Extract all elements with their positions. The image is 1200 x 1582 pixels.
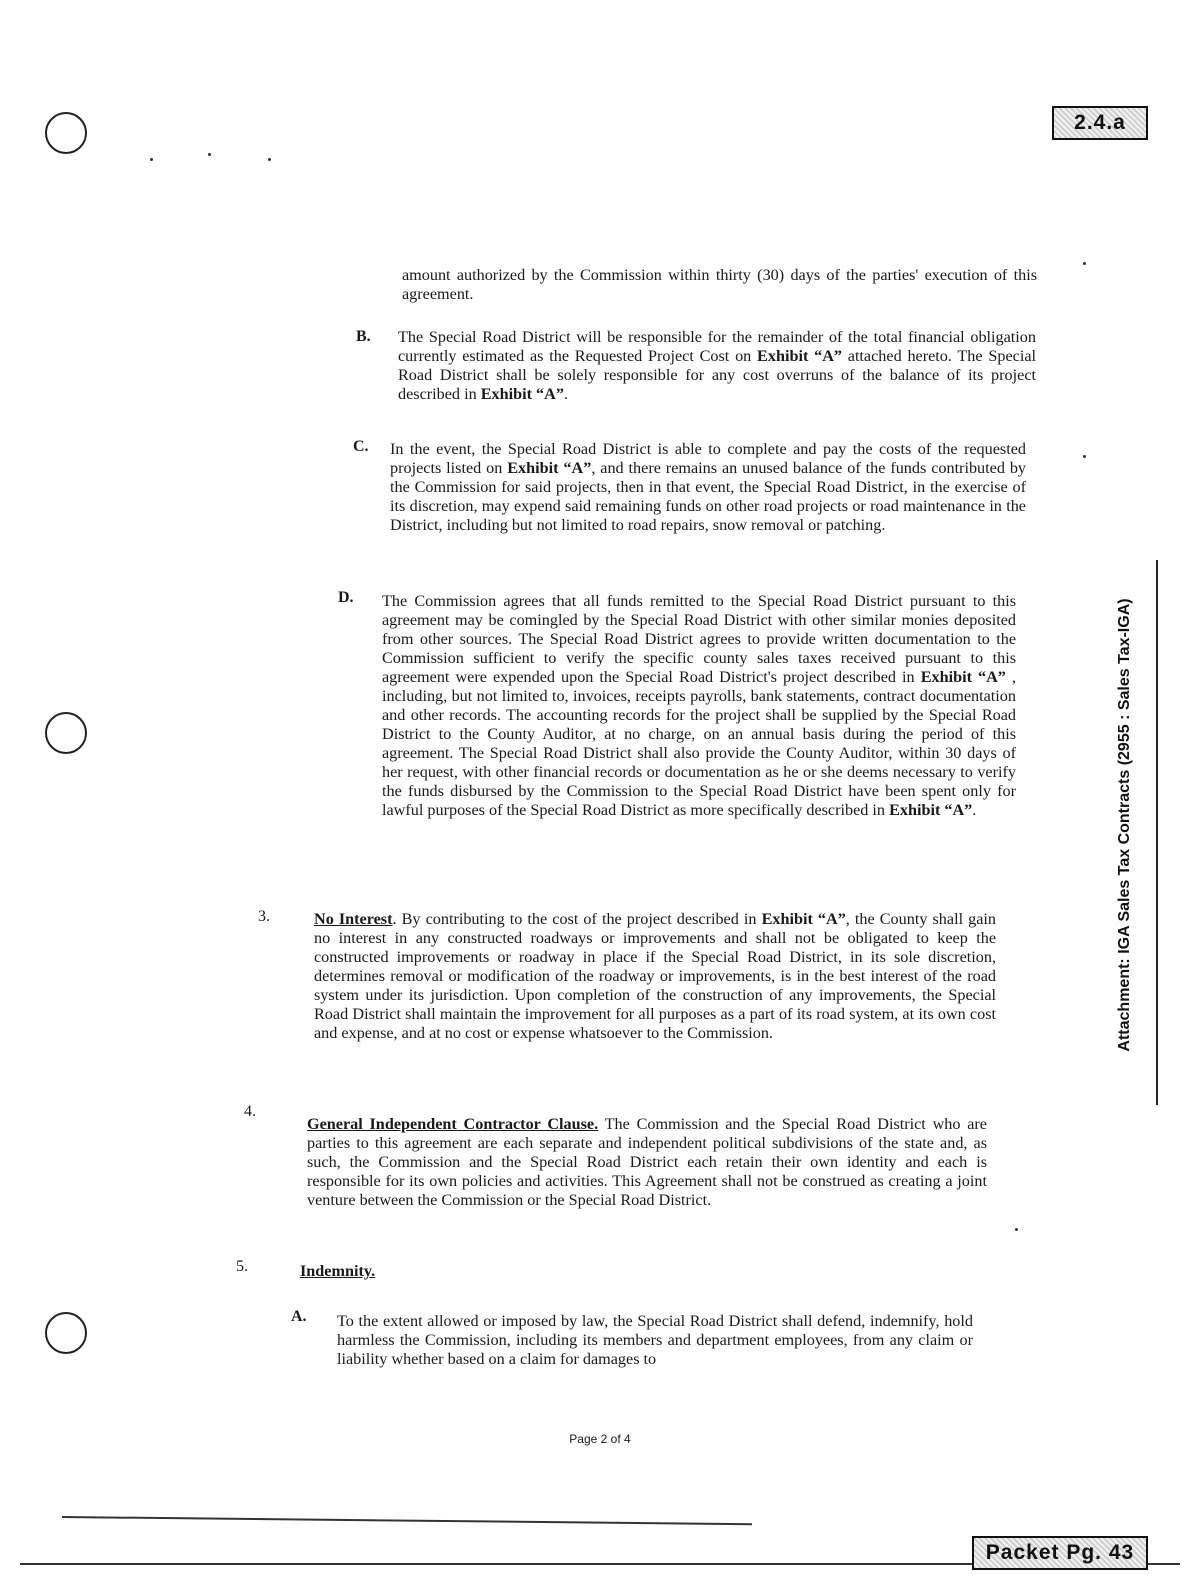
paragraph-text: The Special Road District will be responsible for the remainder of the total financial obligation currently estimated as the Requested Project Cost on Exhibit “A” attached hereto. The Special Road District shall be solely responsible for any cost overruns of the balance of its project described in Exhibit “A”. [398, 328, 1036, 403]
paragraph-continuation [402, 266, 1037, 304]
footer-rule [62, 1516, 752, 1525]
binder-hole [45, 712, 87, 754]
paragraph-b [398, 328, 1036, 404]
section-indemnity-heading [300, 1262, 600, 1281]
paragraph-text: The Commission agrees that all funds remitted to the Special Road District pursuant to this agreement may be comingled by the Special Road District with other similar monies deposited from other sources. The Special Road District agrees to provide written documentation to the Commission sufficient to verify the specific county sales taxes received pursuant to this agreement were expended upon the Special Road District's project described in Exhibit “A” , including, but not limited to, invoices, receipts payrolls, bank statements, contract documentation and other records. The accounting records for the project shall be supplied by the Special Road District to the County Auditor, at no charge, on an annual basis during the period of this agreement. The Special Road District shall also provide the County Auditor, within 30 days of her request, with other financial records or documentation as he or she deems necessary to verify the funds disbursed by the Commission to the Special Road District have been spent only for lawful purposes of the Special Road District as more specifically described in Exhibit “A”. [382, 592, 1016, 819]
subsection-label: B. [356, 328, 371, 345]
scan-speck [1015, 1228, 1018, 1231]
section-contractor-clause [307, 1115, 987, 1210]
subsection-label: A. [291, 1308, 307, 1325]
paragraph-c [390, 440, 1026, 535]
paragraph-d [382, 592, 1016, 820]
paragraph-text: amount authorized by the Commission within thirty (30) days of the parties' execution of this agreement. [402, 266, 1037, 303]
paragraph-text: In the event, the Special Road District is able to complete and pay the costs of the requested projects listed on Exhibit “A”, and there remains an unused balance of the funds contributed by the Commission for said projects, then in that event, the Special Road District, in the exercise of its discretion, may expend said remaining funds on other road projects or road maintenance in the District, including but not limited to road repairs, snow removal or patching. [390, 440, 1027, 534]
section-no-interest [314, 910, 996, 1043]
side-rule [1156, 560, 1158, 1105]
scan-speck [1083, 455, 1086, 458]
section-heading: Indemnity. [300, 1262, 376, 1280]
section-number: 4. [244, 1103, 256, 1120]
paragraph-text: To the extent allowed or imposed by law, the Special Road District shall defend, indemnify, hold harmless the Commission, including its members and department employees, from any claim or liability whether based on a claim for damages to [337, 1312, 973, 1368]
scan-speck [208, 153, 211, 156]
attachment-caption [1105, 560, 1145, 1090]
scan-speck [150, 158, 153, 161]
binder-hole [45, 1312, 87, 1354]
scan-speck [1083, 262, 1086, 265]
binder-hole [45, 112, 87, 154]
subsection-label: C. [353, 438, 369, 455]
paragraph-text: No Interest. By contributing to the cost of the project described in Exhibit “A”, the County shall gain no interest in any constructed roadways or improvements and shall not be obligated to keep the constructed improvements or roadway in place if the Special Road District, in its sole discretion, determines removal or modification of the roadway or improvements, is in the best interest of the road system under its jurisdiction. Upon completion of the construction of any improvements, the Special Road District shall maintain the improvement for all purposes as a part of its road system, at its own cost and expense, and at no cost or expense whatsoever to the Commission. [314, 910, 996, 1042]
attachment-caption-text: Attachment: IGA Sales Tax Contracts (2955 : Sales Tax-IGA) [1116, 598, 1133, 1052]
paragraph-5a [337, 1312, 973, 1369]
agenda-item-badge: 2.4.a [1052, 106, 1148, 140]
section-number: 5. [236, 1258, 248, 1275]
section-number: 3. [258, 908, 270, 925]
page-number: Page 2 of 4 [569, 1432, 631, 1446]
packet-page-badge: Packet Pg. 43 [972, 1536, 1148, 1570]
subsection-label: D. [338, 589, 354, 606]
scan-speck [268, 158, 271, 161]
paragraph-text: General Independent Contractor Clause. The Commission and the Special Road District who are parties to this agreement are each separate and independent political subdivisions of the state and, as such, the Commission and the Special Road District each retain their own identity and each is responsible for its own policies and activities. This Agreement shall not be construed as creating a joint venture between the Commission or the Special Road District. [307, 1115, 987, 1209]
